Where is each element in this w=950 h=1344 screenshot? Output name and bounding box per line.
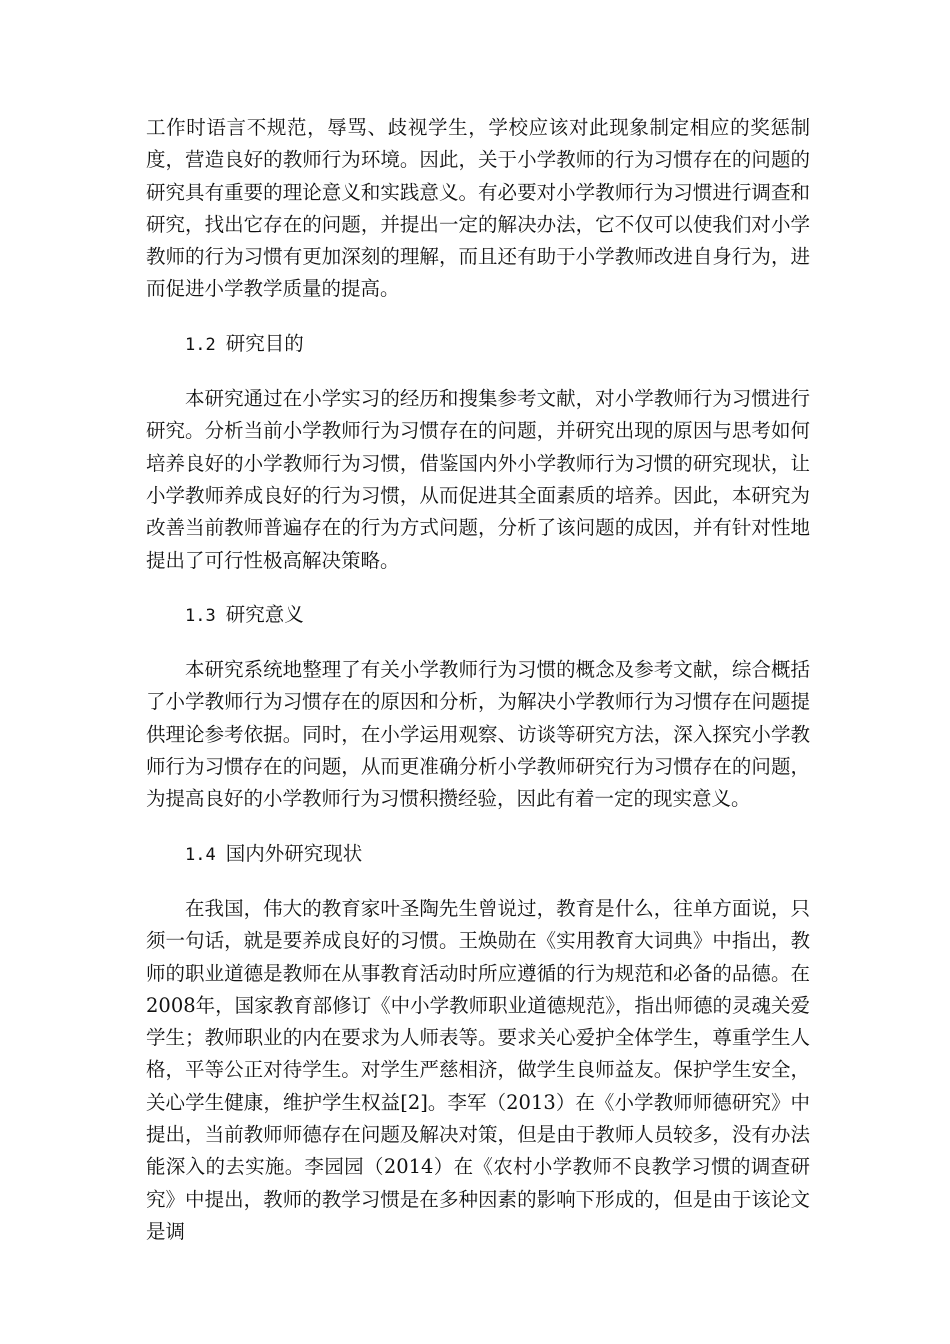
section-number: 1.2 bbox=[185, 334, 216, 355]
section-heading-research-purpose bbox=[185, 328, 810, 361]
section-number: 1.3 bbox=[185, 605, 216, 626]
section-title: 研究目的 bbox=[225, 331, 304, 355]
body-paragraph: 本研究通过在小学实习的经历和搜集参考文献，对小学教师行为习惯进行研究。分析当前小学教师行为习惯存在的问题，并研究出现的原因与思考如何培养良好的小学教师行为习惯，借鉴国内外小学教师行为习惯的研究现状，让小学教师养成良好的行为习惯，从而促进其全面素质的培养。因此，本研究为改善当前教师普遍存在的行为方式问题，分析了该问题的成因，并有针对性地提出了可行性极高解决策略。 bbox=[146, 387, 810, 572]
section-title: 研究意义 bbox=[225, 602, 304, 626]
section-heading-research-significance bbox=[185, 599, 810, 632]
section-heading-research-status bbox=[185, 838, 810, 871]
section-title: 国内外研究现状 bbox=[225, 841, 363, 865]
body-paragraph: 在我国，伟大的教育家叶圣陶先生曾说过，教育是什么，往单方面说，只须一句话，就是要养成良好的习惯。王焕勋在《实用教育大词典》中指出，教师的职业道德是教师在从事教育活动时所应遵循的行为规范和必备的品德。在2008年，国家教育部修订《中小学教师职业道德规范》，指出师德的灵魂关爱学生；教师职业的内在要求为人师表等。要求关心爱护全体学生，尊重学生人格，平等公正对待学生。对学生严慈相济，做学生良师益友。保护学生安全，关心学生健康，维护学生权益[2]。李军（2013）在《小学教师师德研究》中提出，当前教师师德存在问题及解决对策，但是由于教师人员较多，没有办法能深入的去实施。李园园（2014）在《农村小学教师不良教学习惯的调查研究》中提出，教师的教学习惯是在多种因素的影响下形成的，但是由于该论文是调 bbox=[146, 896, 810, 1243]
body-paragraph: 工作时语言不规范，辱骂、歧视学生，学校应该对此现象制定相应的奖惩制度，营造良好的教师行为环境。因此，关于小学教师的行为习惯存在的问题的研究具有重要的理论意义和实践意义。有必要对小学教师行为习惯进行调查和研究，找出它存在的问题，并提出一定的解决办法，它不仅可以使我们对小学教师的行为习惯有更加深刻的理解，而且还有助于小学教师改进自身行为，进而促进小学教学质量的提高。 bbox=[146, 116, 810, 301]
body-paragraph: 本研究系统地整理了有关小学教师行为习惯的概念及参考文献，综合概括了小学教师行为习惯存在的原因和分析，为解决小学教师行为习惯存在问题提供理论参考依据。同时，在小学运用观察、访谈等研究方法，深入探究小学教师行为习惯存在的问题，从而更准确分析小学教师研究行为习惯存在的问题，为提高良好的小学教师行为习惯积攒经验，因此有着一定的现实意义。 bbox=[146, 658, 810, 811]
section-number: 1.4 bbox=[185, 844, 216, 865]
